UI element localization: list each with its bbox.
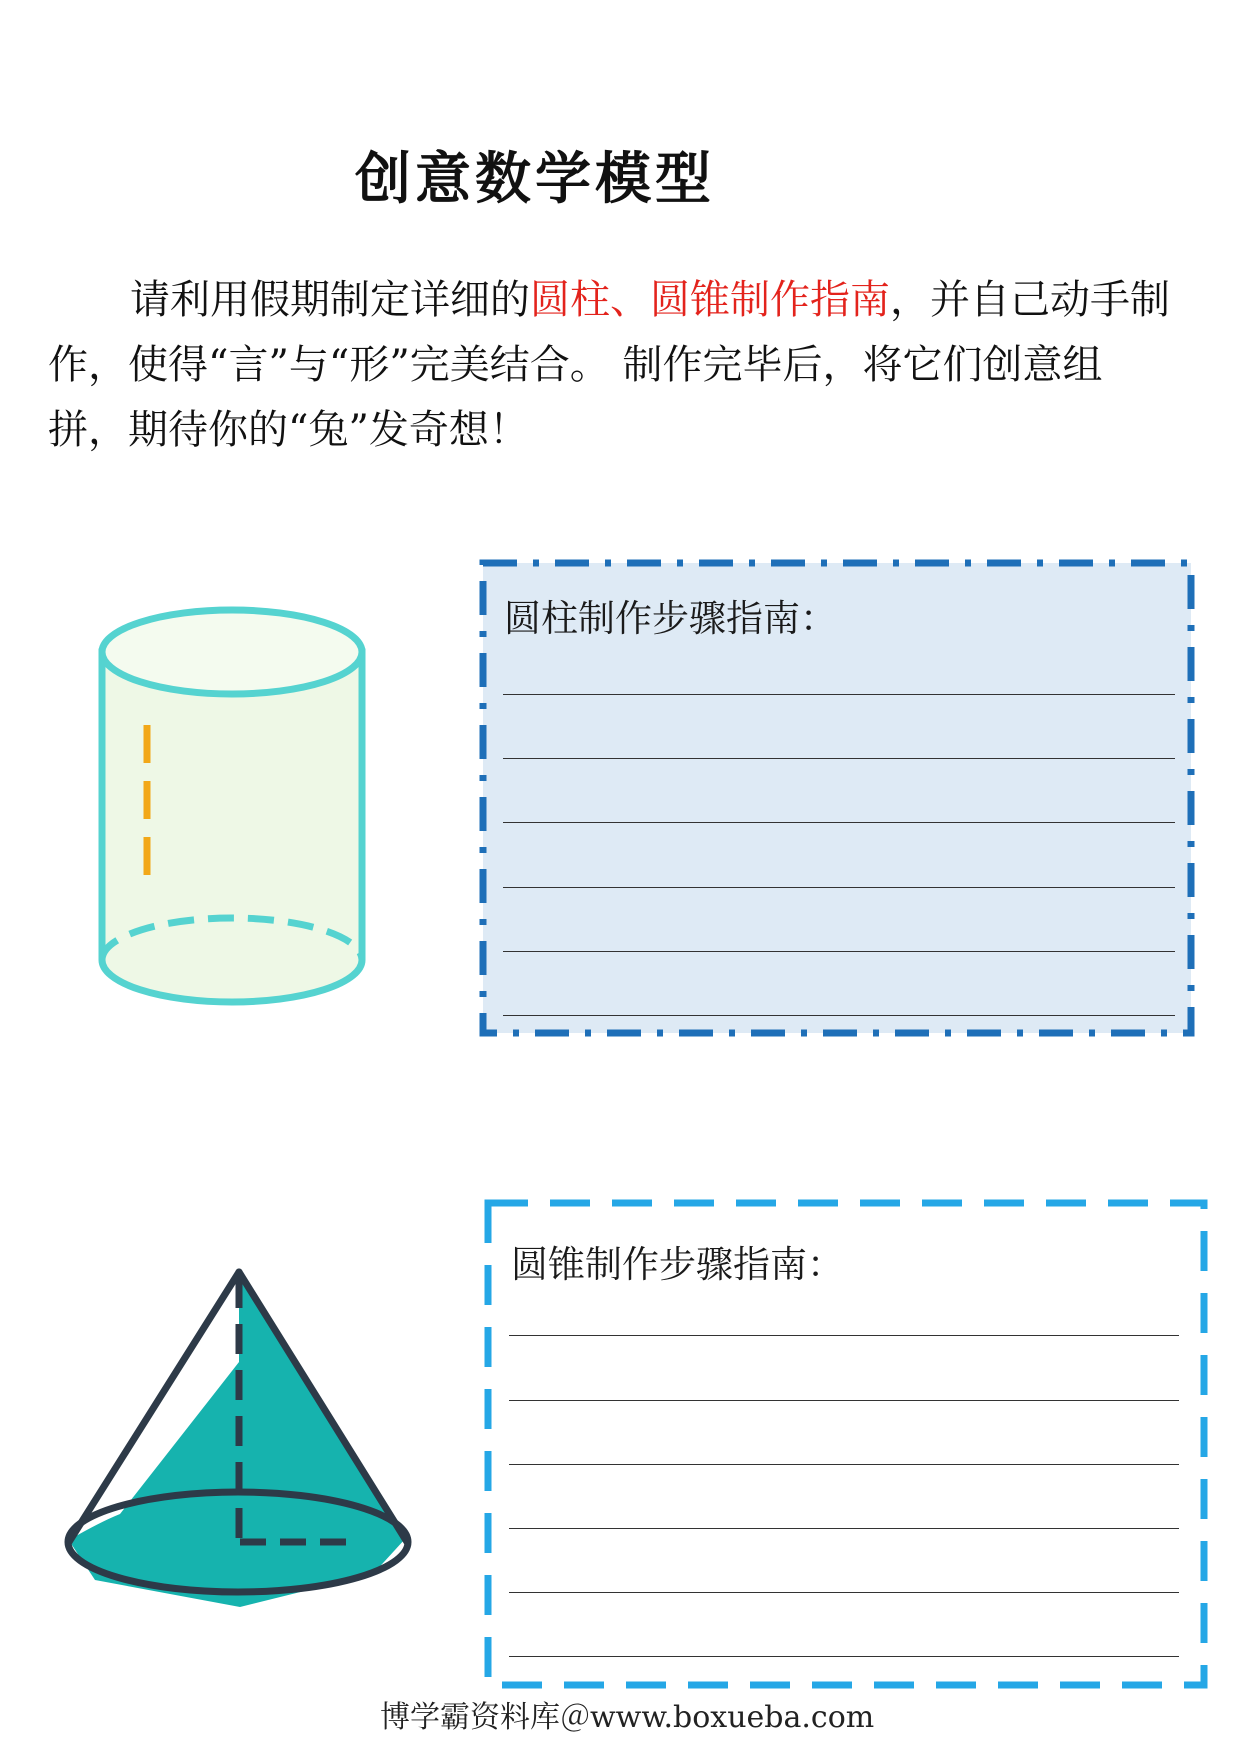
cylinder-guide-line-5[interactable] [503,951,1175,952]
cone-guide-line-1[interactable] [509,1335,1179,1336]
intro-paragraph [48,268,1178,463]
cone-guide-line-4[interactable] [509,1528,1179,1529]
cone-guide-box [483,1198,1209,1690]
cylinder-guide-line-4[interactable] [503,887,1175,888]
intro-highlight: 圆柱、圆锥制作指南 [530,277,890,323]
cylinder-guide-box [478,558,1196,1038]
cone-guide-line-5[interactable] [509,1592,1179,1593]
cylinder-guide-line-1[interactable] [503,694,1175,695]
cylinder-top-face [102,610,362,694]
cylinder-guide-line-6[interactable] [503,1015,1175,1016]
intro-text-part2: ，并自己动手制作，使得“言”与“形”完美结合。 制作完毕后，将它们创意组拼，期待你的“兔”发奇想！ [48,277,1170,453]
cylinder-guide-label: 圆柱制作步骤指南： [504,597,837,640]
cone-illustration [60,1252,430,1622]
footer-watermark: 博学霸资料库＠www.boxueba.com [380,1700,875,1735]
cone-guide-label: 圆锥制作步骤指南： [511,1243,844,1286]
cylinder-body [102,652,362,1002]
intro-text-part1: 请利用假期制定详细的 [130,277,530,323]
cylinder-illustration [92,600,382,1020]
page-title: 创意数学模型 [355,146,715,212]
cone-guide-line-2[interactable] [509,1400,1179,1401]
cylinder-guide-line-3[interactable] [503,822,1175,823]
cylinder-guide-line-2[interactable] [503,758,1175,759]
cone-guide-line-6[interactable] [509,1656,1179,1657]
cone-guide-line-3[interactable] [509,1464,1179,1465]
